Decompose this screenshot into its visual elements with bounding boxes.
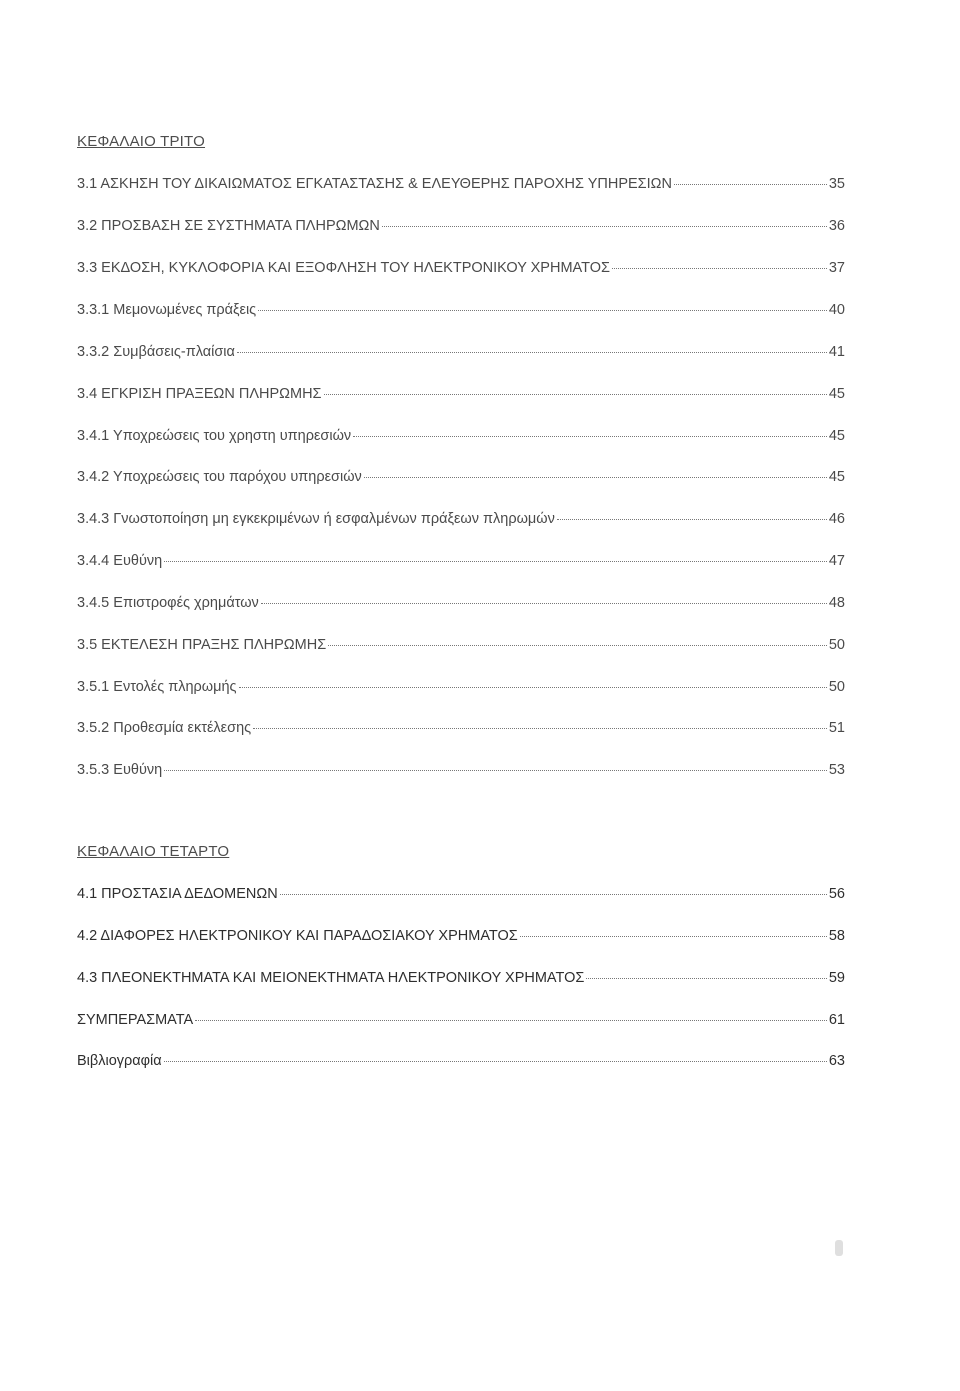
toc-entry[interactable]	[77, 1009, 845, 1031]
dot-leader	[612, 267, 827, 269]
toc-entry-page: 48	[828, 595, 845, 611]
dot-leader	[557, 518, 827, 520]
toc-entry-label: Βιβλιογραφία	[77, 1053, 162, 1069]
dot-leader	[364, 476, 827, 478]
toc-entry[interactable]	[77, 341, 845, 363]
toc-entry-label: 3.5.3 Ευθύνη	[77, 762, 163, 778]
toc-entry-page: 51	[828, 720, 845, 736]
dot-leader	[586, 977, 827, 979]
chapter-4-heading: ΚΕΦΑΛΑΙΟ ΤΕΤΑΡΤΟ	[77, 843, 230, 860]
toc-entry-page: 53	[828, 762, 845, 778]
toc-entry-label: 3.5.1 Εντολές πληρωμής	[77, 679, 237, 695]
toc-entry-page: 59	[828, 970, 845, 986]
toc-entry[interactable]	[77, 634, 845, 656]
toc-entry-page: 47	[828, 553, 845, 569]
dot-leader	[674, 183, 827, 185]
dot-leader	[164, 769, 827, 771]
dot-leader	[237, 351, 827, 353]
toc-entry-page: 41	[828, 344, 845, 360]
toc-entry-page: 50	[828, 637, 845, 653]
dot-leader	[280, 893, 827, 895]
dot-leader	[328, 644, 827, 646]
dot-leader	[239, 686, 827, 688]
toc-entry-page: 45	[828, 386, 845, 402]
dot-leader	[253, 727, 827, 729]
toc-entry-page: 36	[828, 218, 845, 234]
toc-entry[interactable]	[77, 466, 845, 488]
toc-entry-page: 46	[828, 511, 845, 527]
toc-entry-label: 3.5 ΕΚΤΕΛΕΣΗ ΠΡΑΞΗΣ ΠΛΗΡΩΜΗΣ	[77, 637, 327, 653]
toc-entry-page: 56	[828, 886, 845, 902]
dot-leader	[195, 1019, 827, 1021]
toc-entry[interactable]	[77, 592, 845, 614]
dot-leader	[164, 560, 827, 562]
toc-entry[interactable]	[77, 383, 845, 405]
toc-entry-page: 45	[828, 428, 845, 444]
toc-entry-label: 3.3.1 Μεμονωμένες πράξεις	[77, 302, 257, 318]
toc-entry[interactable]	[77, 425, 845, 447]
toc-entry-label: 3.4.4 Ευθύνη	[77, 553, 163, 569]
toc-entry-page: 58	[828, 928, 845, 944]
toc-entry-label: 3.5.2 Προθεσμία εκτέλεσης	[77, 720, 252, 736]
toc-entry-label: 4.1 ΠΡΟΣΤΑΣΙΑ ΔΕΔΟΜΕΝΩΝ	[77, 886, 278, 902]
scan-smudge	[835, 1240, 843, 1256]
toc-entry[interactable]	[77, 676, 845, 698]
dot-leader	[261, 602, 827, 604]
toc-entry-label: 3.3.2 Συμβάσεις-πλαίσια	[77, 344, 235, 360]
toc-entry-label: 3.4.3 Γνωστοποίηση μη εγκεκριμένων ή εσφαλμένων πράξεων πληρωμών	[77, 511, 555, 527]
toc-entry-label: 3.2 ΠΡΟΣΒΑΣΗ ΣΕ ΣΥΣΤΗΜΑΤΑ ΠΛΗΡΩΜΩΝ	[77, 218, 380, 234]
toc-entry-label: 3.1 ΑΣΚΗΣΗ ΤΟΥ ΔΙΚΑΙΩΜΑΤΟΣ ΕΓΚΑΤΑΣΤΑΣΗΣ & ΕΛΕΥΘΕΡΗΣ ΠΑΡΟΧΗΣ ΥΠΗΡΕΣΙΩΝ	[77, 176, 672, 192]
toc-entry-label: 3.4 ΕΓΚΡΙΣΗ ΠΡΑΞΕΩΝ ΠΛΗΡΩΜΗΣ	[77, 386, 322, 402]
toc-entry[interactable]	[77, 925, 845, 947]
toc-entry-label: 3.4.2 Υποχρεώσεις του παρόχου υπηρεσιών	[77, 469, 362, 485]
toc-entry-page: 37	[828, 260, 845, 276]
toc-entry[interactable]	[77, 508, 845, 530]
dot-leader	[353, 435, 827, 437]
toc-entry-page: 40	[828, 302, 845, 318]
toc-entry-label: 4.3 ΠΛΕΟΝΕΚΤΗΜΑΤΑ ΚΑΙ ΜΕΙΟΝΕΚΤΗΜΑΤΑ ΗΛΕΚΤΡΟΝΙΚΟΥ ΧΡΗΜΑΤΟΣ	[77, 970, 585, 986]
toc-entry-label: 3.4.1 Υποχρεώσεις του χρηστη υπηρεσιών	[77, 428, 352, 444]
toc-entry[interactable]	[77, 967, 845, 989]
toc-entry-page: 61	[828, 1012, 845, 1028]
toc-entry-page: 50	[828, 679, 845, 695]
dot-leader	[324, 393, 827, 395]
toc-entry[interactable]	[77, 299, 845, 321]
toc-entry-label: 3.4.5 Επιστροφές χρημάτων	[77, 595, 259, 611]
toc-entry[interactable]	[77, 550, 845, 572]
dot-leader	[382, 225, 827, 227]
toc-entry-page: 63	[828, 1053, 845, 1069]
chapter-3-heading: ΚΕΦΑΛΑΙΟ ΤΡΙΤΟ	[77, 133, 206, 150]
toc-entry[interactable]	[77, 1050, 845, 1072]
toc-entry[interactable]	[77, 883, 845, 905]
toc-entry-page: 45	[828, 469, 845, 485]
dot-leader	[520, 935, 827, 937]
toc-entry[interactable]	[77, 215, 845, 237]
toc-entry-label: ΣΥΜΠΕΡΑΣΜΑΤΑ	[77, 1012, 194, 1028]
toc-entry-label: 3.3 ΕΚΔΟΣΗ, ΚΥΚΛΟΦΟΡΙΑ ΚΑΙ ΕΞΟΦΛΗΣΗ ΤΟΥ ΗΛΕΚΤΡΟΝΙΚΟΥ ΧΡΗΜΑΤΟΣ	[77, 260, 610, 276]
toc-entry-label: 4.2 ΔΙΑΦΟΡΕΣ ΗΛΕΚΤΡΟΝΙΚΟΥ ΚΑΙ ΠΑΡΑΔΟΣΙΑΚΟΥ ΧΡΗΜΑΤΟΣ	[77, 928, 518, 944]
dot-leader	[164, 1060, 827, 1062]
toc-entry[interactable]	[77, 759, 845, 781]
toc-entry[interactable]	[77, 173, 845, 195]
toc-entry[interactable]	[77, 257, 845, 279]
toc-entry-page: 35	[828, 176, 845, 192]
toc-entry[interactable]	[77, 717, 845, 739]
dot-leader	[258, 309, 827, 311]
